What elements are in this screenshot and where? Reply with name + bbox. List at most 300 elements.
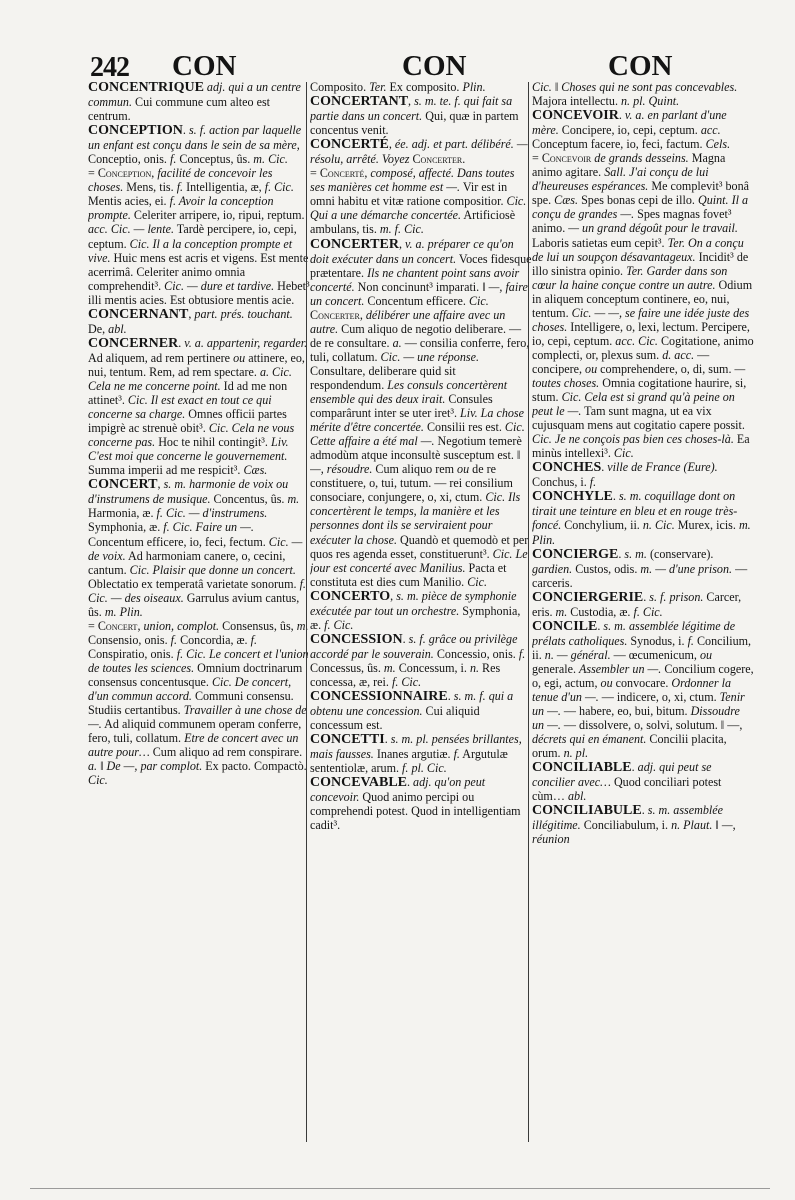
- latin-text: Consules comparârunt inter se uter iret³.: [310, 392, 493, 421]
- gloss-text: Cic. Qui a une démarche concertée.: [310, 194, 527, 223]
- latin-text: Conciliabulum, i.: [580, 818, 672, 833]
- gloss-text: Quint. Il a conçu de grandes —.: [532, 193, 749, 222]
- latin-text: .: [618, 108, 625, 123]
- gloss-text: m. Plin.: [104, 604, 143, 619]
- dictionary-entry: [310, 732, 532, 775]
- gloss-text: ville de France (Eure).: [607, 460, 718, 475]
- latin-text: Consensus, ûs,: [219, 618, 297, 633]
- gloss-text: s. m. pièce de symphonie exécutée par tout un orchestre.: [310, 588, 517, 618]
- gloss-text: s. m. assemblée illégitime.: [532, 803, 723, 833]
- latin-text: ,: [157, 477, 164, 492]
- gloss-text: Cic. Ils concertèrent le temps, la manière et les personnes dont ils se serviraient pour exécuter la chose.: [310, 490, 521, 547]
- gloss-text: f. Cic. — des oiseaux.: [88, 576, 306, 605]
- latin-text: .: [384, 732, 391, 747]
- gloss-text: m.: [287, 492, 300, 507]
- gloss-text: f. Avoir la conception prompte.: [88, 194, 274, 223]
- latin-text: — dissolvere, o, solvi, solutum. ‖ —,: [560, 718, 743, 733]
- gloss-text: m. f. Cic.: [379, 222, 424, 237]
- gloss-text: s. m. harmonie de voix ou d'instrumens de musique.: [88, 477, 289, 507]
- latin-text: .: [643, 589, 650, 604]
- headword: CONCIERGE: [532, 546, 619, 562]
- latin-text: Mens, tis.: [123, 180, 177, 195]
- gloss-text: ou: [600, 675, 613, 690]
- latin-text: Conceptio, onis.: [88, 152, 170, 167]
- latin-text: Qui, quæ in partem concentus venit.: [310, 109, 519, 138]
- gloss-text: Assembler un —.: [579, 661, 662, 676]
- gloss-text: f.: [518, 646, 526, 661]
- headword: CONCERTO: [310, 588, 391, 604]
- gloss-text: s. m. coquillage dont on tirait une teinture en bleu et en rouge très-foncé.: [532, 489, 738, 533]
- latin-text: Spes magnas fovet³ animo.: [532, 207, 732, 236]
- gloss-text: f.: [687, 633, 694, 648]
- headword: CONCEPTION: [88, 123, 183, 139]
- latin-text: ,: [408, 94, 415, 109]
- latin-text: Concert: [97, 618, 138, 633]
- latin-text: =: [532, 151, 542, 166]
- headword: CONCEVOIR: [532, 108, 619, 124]
- latin-text: Cui commune cum alteo est centrum.: [88, 95, 271, 124]
- latin-text: Consultare, deliberare quid sit respondendum.: [310, 363, 456, 392]
- dictionary-entry: [310, 308, 532, 589]
- latin-text: .: [447, 689, 454, 704]
- dictionary-entry: [88, 336, 310, 477]
- latin-text: Magna animo agitare.: [532, 151, 726, 180]
- latin-text: Quod animo percipi ou comprehendi potest. Quod in intelligentiam cadit³.: [310, 790, 521, 833]
- gloss-text: Cæs.: [243, 463, 268, 478]
- gloss-text: f.: [589, 475, 597, 490]
- gloss-text: f.: [250, 632, 257, 647]
- latin-text: .: [631, 760, 638, 775]
- gloss-text: Cic.: [468, 293, 489, 308]
- gloss-text: f. pl. Cic.: [402, 761, 447, 776]
- latin-text: (conservare).: [646, 546, 714, 561]
- headword: CONCETTI: [310, 732, 385, 748]
- gloss-text: ‖ —, résoudre.: [310, 448, 521, 477]
- dictionary-entry: [532, 760, 754, 803]
- gloss-text: s. f. prison.: [649, 589, 704, 604]
- dictionary-entry: [88, 123, 310, 166]
- gloss-text: Etre de concert avec un autre pour…: [88, 731, 299, 760]
- gloss-text: gardien.: [532, 561, 573, 576]
- latin-text: comprehendere, o, di, sum.: [597, 361, 735, 376]
- dictionary-entry: [88, 166, 310, 306]
- gloss-text: adj. et part. délibéré. — résolu, arrêté. Voyez: [310, 137, 528, 167]
- gloss-text: Cic. Il a la conception prompte et vive.: [88, 236, 293, 265]
- latin-text: Res concessa, æ, rei.: [310, 660, 501, 689]
- headword: CONCERTER: [310, 236, 399, 252]
- gloss-text: f. Cic.: [391, 674, 422, 689]
- latin-text: Tam sunt magna, ut ea vix cujusquam mens aut cogitatio capere possit.: [532, 404, 745, 433]
- gloss-text: f. Cic. Le concert et l'union de toutes les sciences.: [88, 646, 309, 675]
- gloss-text: m. — d'une prison.: [640, 561, 733, 576]
- latin-text: Pacta et constituta est dies cum Manilio.: [310, 560, 507, 589]
- latin-text: ,: [398, 236, 406, 251]
- latin-text: Concentum efficere.: [364, 293, 469, 308]
- latin-text: .: [597, 618, 604, 633]
- latin-text: =: [310, 166, 320, 181]
- gloss-text: Cic. — de voix.: [88, 534, 303, 563]
- dictionary-entry: [532, 489, 754, 546]
- gloss-text: acc.: [700, 123, 721, 138]
- latin-text: Concordia, æ.: [177, 632, 251, 647]
- latin-text: — habere, eo, bui, bitum.: [560, 704, 691, 719]
- headword: CONCILE: [532, 618, 598, 634]
- column-rule: [306, 82, 307, 1142]
- latin-text: .: [641, 803, 648, 818]
- latin-text: .: [618, 546, 625, 561]
- latin-text: Garrulus avium cantus, ûs.: [88, 590, 300, 619]
- gloss-text: Ter. Garder dans son cœur la haine conçue contre un autre.: [532, 263, 728, 292]
- dictionary-entry: [310, 775, 532, 832]
- latin-text: Celeriter arripere, io, ripui, reptum.: [130, 208, 305, 223]
- gloss-text: f.: [170, 632, 178, 647]
- gloss-text: v. a. en parlant d'une mère.: [532, 108, 727, 138]
- latin-text: Concilii placita, orum.: [532, 732, 727, 761]
- gloss-text: ée.: [394, 137, 409, 152]
- gloss-text: Cic. Plaisir que donne un concert.: [129, 562, 296, 577]
- gloss-text: m. Plin.: [532, 518, 751, 547]
- gloss-text: n. pl.: [563, 746, 589, 761]
- gloss-text: s. m.: [624, 546, 647, 561]
- gloss-text: Plin.: [462, 80, 486, 94]
- latin-text: ,: [390, 588, 397, 603]
- latin-text: Conception: [97, 166, 152, 181]
- latin-text: Carcer, eris.: [532, 589, 742, 619]
- latin-text: Cum aliquo rem: [372, 462, 458, 477]
- column-rule: [528, 82, 529, 1142]
- dictionary-entry: [532, 803, 754, 846]
- latin-text: Conchus, i.: [532, 475, 590, 490]
- gloss-text: n. pl. Quint.: [621, 94, 680, 109]
- latin-text: Concessus, ûs.: [310, 660, 384, 675]
- gloss-text: s. m. te. f. qui fait sa partie dans un concert.: [310, 94, 513, 124]
- latin-text: Odium in aliquem conceptum continere, eo, nui, tentum.: [532, 277, 753, 320]
- latin-text: Cum aliquo de negotio deliberare. — de re consultare.: [310, 321, 522, 350]
- gloss-text: Les consuls concertèrent ensemble qui des deux irait.: [310, 377, 508, 407]
- latin-text: Symphonia, æ.: [88, 520, 164, 535]
- gloss-text: de grands desseins.: [594, 151, 689, 166]
- gloss-text: n. — général.: [544, 647, 611, 662]
- gloss-text: Cic.: [88, 773, 108, 788]
- gloss-text: m. Cic.: [253, 152, 288, 167]
- latin-text: Intelligentia, æ,: [183, 180, 265, 195]
- latin-text: Intelligere, o, lexi, lectum. Percipere, io, cepi, ceptum.: [532, 319, 750, 348]
- latin-text: generale.: [532, 661, 579, 676]
- latin-text: Non concinunt³ imparati.: [354, 279, 483, 294]
- dictionary-entry: [310, 237, 532, 308]
- latin-text: Negotium temerè admodùm atque inconsultè susceptum est.: [310, 434, 522, 463]
- latin-text: Cui aliquid concessum est.: [310, 704, 480, 733]
- gloss-text: s. m. pl. pensées brillantes, mais fausses.: [310, 732, 522, 762]
- headword: CONCHYLE: [532, 489, 613, 505]
- gloss-text: abl.: [108, 321, 127, 336]
- latin-text: Oblectatio ex temperatâ varietate sonorum.: [88, 576, 300, 591]
- gloss-text: d. acc.: [662, 347, 695, 362]
- latin-text: ,: [388, 137, 395, 152]
- dictionary-entry: [532, 619, 754, 760]
- gloss-text: m.: [555, 604, 568, 619]
- gloss-text: Cic.: [613, 446, 634, 461]
- gloss-text: ou: [699, 647, 713, 662]
- gloss-text: a.: [392, 335, 402, 350]
- latin-text: Inanes argutiæ.: [373, 747, 454, 762]
- gloss-text: — toutes choses.: [532, 361, 746, 390]
- gloss-text: Cic. Je ne conçois pas bien ces choses-là.: [532, 432, 734, 447]
- latin-text: ,: [151, 166, 158, 181]
- gloss-text: f.: [169, 152, 177, 167]
- gloss-text: v. a. préparer ce qu'on doit exécuter dans un concert.: [310, 236, 514, 266]
- dictionary-entry: [88, 307, 310, 336]
- latin-text: Custos, odis.: [572, 561, 641, 576]
- latin-text: Voces fidesque prætentare.: [310, 251, 532, 280]
- headword: CONCILIABULE: [532, 803, 642, 819]
- gloss-text: f. Cic.: [264, 180, 294, 195]
- gloss-text: Cic. Il est exact en tout ce qui concerne sa charge.: [88, 393, 272, 422]
- headword: CONCERNANT: [88, 306, 189, 322]
- gloss-text: Cic. — —, se faire une idée juste des choses.: [532, 305, 750, 334]
- gloss-text: f. Cic. Faire un —.: [163, 520, 254, 535]
- gloss-text: part. prés. touchant.: [194, 306, 293, 321]
- latin-text: Omnia cogitatione haurire, si, stum.: [532, 375, 747, 405]
- column-2: [310, 80, 532, 1142]
- latin-text: Concerté: [319, 166, 365, 181]
- dictionary-entry: [310, 94, 532, 137]
- latin-text: Id ad me non attinet³.: [88, 378, 288, 408]
- latin-text: Summa imperii ad me respicit³.: [88, 463, 244, 478]
- headword: CONCILIABLE: [532, 760, 632, 776]
- latin-text: Tardè percipere, io, cepi, ceptum.: [88, 222, 297, 251]
- gloss-text: f.: [176, 180, 184, 195]
- page-number: 242: [90, 52, 129, 83]
- latin-text: Concipere, io, cepi, ceptum.: [558, 123, 701, 138]
- latin-text: Ea minùs intellexi³.: [532, 432, 750, 461]
- latin-text: .: [612, 489, 619, 504]
- latin-text: Laboris satietas eum cepit³.: [532, 235, 668, 250]
- latin-text: Hoc te nihil contingit³.: [155, 435, 271, 450]
- latin-text: .: [462, 152, 466, 167]
- headword: CONCHES: [532, 460, 602, 476]
- gloss-text: Cic. De concert, d'un commun accord.: [88, 674, 292, 704]
- headword: CONCENTRIQUE: [88, 80, 204, 95]
- latin-text: Quandò et quemodò et per quos res agenda esset, constituerunt³.: [310, 532, 529, 561]
- gloss-text: acc. Cic.: [615, 333, 658, 348]
- gloss-text: Cæs.: [554, 193, 579, 208]
- gloss-text: Cic. Cette affaire a été mal —.: [310, 420, 525, 449]
- latin-text: attinere, eo, nui, tentum. Rem, ad rem spectare.: [88, 350, 305, 379]
- gloss-text: Cic. ‖ Choses qui ne sont pas concevables.: [532, 80, 738, 94]
- latin-text: Vir est in omni habitu et vitæ ratione compositior.: [310, 180, 508, 209]
- page-bottom-edge: [30, 1188, 770, 1189]
- latin-text: Omnes officii partes impigrè ac strenuè obit³.: [88, 407, 287, 436]
- latin-text: Harmonia, æ.: [88, 506, 157, 521]
- gloss-text: s. m. f. qui a obtenu une concession.: [310, 689, 514, 719]
- gloss-text: adj. qui a un centre commun.: [88, 80, 301, 110]
- latin-text: Ex composito.: [386, 80, 463, 94]
- gloss-text: Cic. — dure et tardive.: [164, 278, 275, 293]
- latin-text: — consilia conferre, fero, tuli, collatum.: [310, 335, 530, 364]
- running-header: [0, 44, 795, 84]
- gloss-text: acc. Cic. — lente.: [88, 222, 174, 237]
- headword: CONCERT: [88, 477, 158, 493]
- latin-text: — œcumenicum,: [610, 647, 700, 662]
- gloss-text: Tenir un —.: [532, 690, 745, 719]
- dictionary-entry: [532, 151, 754, 460]
- latin-text: Custodia, æ.: [567, 604, 634, 619]
- latin-text: Incidit³ de illo sinistra opinio.: [532, 249, 749, 278]
- gloss-text: union, complot.: [143, 618, 220, 633]
- latin-text: Argutulæ sententiolæ, arum.: [310, 747, 508, 776]
- gloss-text: Cic. — une réponse.: [380, 349, 479, 364]
- latin-text: Conceptum facere, io, feci, factum.: [532, 137, 706, 152]
- gloss-text: facilité de concevoir les choses.: [88, 166, 273, 195]
- latin-text: Ex pacto. Compactò.: [202, 759, 307, 774]
- latin-text: Consensio, onis.: [88, 632, 171, 647]
- latin-text: Concerter: [412, 152, 463, 167]
- latin-text: Synodus, i.: [627, 633, 688, 648]
- latin-text: Conchylium, ii.: [561, 518, 643, 533]
- dictionary-entry: [310, 689, 532, 732]
- latin-text: Me complevit³ bonâ spe.: [532, 179, 750, 208]
- latin-text: =: [88, 166, 98, 181]
- gloss-text: m.: [383, 660, 396, 675]
- latin-text: Cogitatione, animo complecti, or, plexus sum.: [532, 333, 754, 362]
- dictionary-entry: [88, 80, 310, 123]
- headword: CONCERNER: [88, 335, 179, 351]
- gloss-text: Sall. J'ai conçu de lui d'heureuses espérances.: [532, 165, 709, 194]
- gloss-text: Cic.: [467, 574, 488, 589]
- latin-text: — indicere, o, xi, ctum.: [598, 690, 720, 705]
- gloss-text: Ordonner la tenue d'un —.: [532, 675, 732, 705]
- dictionary-entry: [310, 80, 532, 94]
- gloss-text: délibérer une affaire avec un autre.: [310, 307, 506, 336]
- dictionary-entry: [88, 619, 310, 788]
- latin-text: Concentum efficere, io, feci, fectum.: [88, 534, 269, 549]
- gloss-text: Liv. La chose mérite d'être concertée.: [310, 406, 524, 435]
- dictionary-entry: [310, 632, 532, 689]
- column-3: [532, 80, 754, 1142]
- latin-text: Concevoir: [541, 151, 592, 166]
- latin-text: Majora intellectu.: [532, 94, 621, 109]
- latin-text: Ad aliquem, ad rem pertinere: [88, 350, 234, 365]
- latin-text: ,: [359, 307, 366, 322]
- latin-text: Omnium doctrinarum consensus concentusque.: [88, 660, 303, 689]
- dictionary-entry: [310, 166, 532, 236]
- gloss-text: s. m. assemblée légitime de prélats catholiques.: [532, 618, 736, 648]
- latin-text: — carceris.: [532, 561, 748, 590]
- dictionary-entry: [532, 547, 754, 590]
- gloss-text: adj. qu'on peut concevoir.: [310, 775, 486, 805]
- latin-text: Murex, icis.: [674, 518, 739, 533]
- latin-text: =: [88, 618, 98, 633]
- headword: CONCERTÉ: [310, 137, 389, 153]
- latin-text: Concilium cogere, o, egi, actum,: [532, 661, 754, 690]
- latin-text: Concentus, ûs.: [210, 492, 288, 507]
- gloss-text: Liv. C'est moi que concerne le gouvernement.: [88, 435, 289, 464]
- gloss-text: composé, affecté. Dans toutes ses manières cet homme est —.: [310, 166, 515, 195]
- gloss-text: f. Cic. — d'instrumens.: [156, 506, 268, 521]
- dictionary-entry: [310, 137, 532, 166]
- latin-text: Spes bonas cepi de illo.: [578, 193, 698, 208]
- gloss-text: ou: [233, 350, 246, 365]
- gloss-text: m.: [296, 618, 309, 633]
- dictionary-entry: [532, 460, 754, 489]
- gloss-text: v. a. appartenir, regarder.: [184, 335, 308, 350]
- latin-text: Concilium, ii.: [532, 633, 752, 662]
- headword: CONCERTANT: [310, 94, 409, 110]
- latin-text: — concipere,: [532, 347, 710, 376]
- latin-text: Communi consensu. Studiis certantibus.: [88, 689, 294, 718]
- latin-text: Composito.: [310, 80, 370, 94]
- latin-text: convocare.: [612, 675, 672, 690]
- latin-text: Concerter: [310, 307, 360, 322]
- gloss-text: adj. qui peut se concilier avec…: [532, 760, 712, 790]
- latin-text: Quod conciliari potest cùm…: [532, 775, 722, 804]
- gloss-text: n.: [469, 660, 480, 675]
- latin-text: .: [182, 123, 189, 138]
- dictionary-entry: [88, 477, 310, 618]
- gloss-text: f. Cic.: [324, 617, 354, 632]
- gloss-text: Ils ne chantent point sans avoir concerté.: [310, 265, 520, 294]
- latin-text: ,: [188, 306, 195, 321]
- headword: CONCEVABLE: [310, 775, 407, 791]
- gloss-text: Dissoudre un —.: [532, 704, 740, 733]
- latin-text: De,: [88, 321, 109, 336]
- gloss-text: ou: [457, 462, 470, 477]
- latin-text: .: [407, 775, 414, 790]
- latin-text: Conceptus, ûs.: [176, 152, 254, 167]
- latin-text: Huic mens est acris et vigens. Est mente acerrimâ. Celeriter animo omnia comprehendit³.: [88, 250, 309, 293]
- guide-word-left: CON: [172, 50, 237, 82]
- latin-text: .: [402, 631, 409, 646]
- gloss-text: Cic. Cela ne vous concerne pas.: [88, 421, 295, 450]
- gloss-text: Cels.: [705, 137, 731, 152]
- guide-word-right: CON: [608, 50, 673, 82]
- latin-text: Artificiosè ambulans, tis.: [310, 208, 516, 237]
- latin-text: Concessum, i.: [395, 660, 470, 675]
- gloss-text: n. Plaut. ‖ —, réunion: [532, 818, 736, 847]
- gloss-text: a. ‖ De —, par complot.: [88, 759, 203, 774]
- latin-text: de re constituere, o, tui, tutum. — rei consilium consociare, conjungere, o, xi, ctum.: [310, 462, 513, 505]
- dictionary-entry: [532, 80, 754, 108]
- gloss-text: s. f. grâce ou privilège accordé par le souverain.: [310, 631, 518, 661]
- gloss-text: a. Cic. Cela ne me concerne point.: [88, 364, 292, 393]
- gloss-text: Ter. On a conçu de lui un soupçon désavantageux.: [532, 235, 744, 264]
- latin-text: .: [178, 335, 185, 350]
- gloss-text: ‖ —, faire un concert.: [310, 279, 528, 308]
- latin-text: Hebet³ illi mentis acies. Est obtusiore mentis acie.: [88, 278, 310, 307]
- gloss-text: décrets qui en émanent.: [532, 732, 647, 747]
- latin-text: Conspiratio, onis.: [88, 646, 177, 661]
- column-1: [88, 80, 310, 1142]
- latin-text: .: [601, 460, 608, 475]
- gloss-text: abl.: [567, 789, 587, 804]
- gloss-text: n. Cic.: [642, 518, 675, 533]
- gloss-text: s. f. action par laquelle un enfant est conçu dans le sein de sa mère,: [88, 123, 302, 153]
- latin-text: ,: [137, 618, 144, 633]
- latin-text: Concessio, onis.: [433, 646, 519, 661]
- latin-text: Consilii res est.: [423, 420, 505, 435]
- headword: CONCESSIONNAIRE: [310, 689, 448, 705]
- headword: CONCIERGERIE: [532, 589, 644, 605]
- gloss-text: f. Cic.: [633, 604, 663, 619]
- gloss-text: Cic. Cela est si grand qu'à peine on peut le —.: [532, 390, 735, 419]
- latin-text: Cum aliquo ad rem conspirare.: [149, 745, 303, 760]
- latin-text: ,: [364, 166, 371, 181]
- gloss-text: Ter.: [369, 80, 387, 94]
- latin-text: Ad aliquid communem operam conferre, fero, tuli, collatum.: [88, 717, 302, 746]
- headword: CONCESSION: [310, 631, 403, 647]
- guide-word-center: CON: [402, 50, 467, 82]
